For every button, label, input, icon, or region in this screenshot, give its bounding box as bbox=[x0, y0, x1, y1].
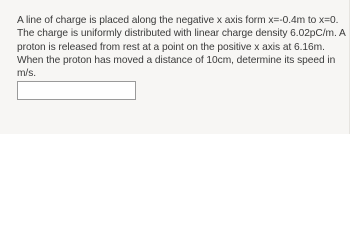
question-text: A line of charge is placed along the negative x axis form x=-0.4m to x=0. The charge is uniformly distributed with linear charge density 6.02pC/m. A proton is released from rest at a point on the positive x axis at 6.16m. When the proton has moved a distance of 10cm, determine its speed in m/s. bbox=[17, 15, 346, 80]
answer-input[interactable] bbox=[17, 81, 136, 100]
